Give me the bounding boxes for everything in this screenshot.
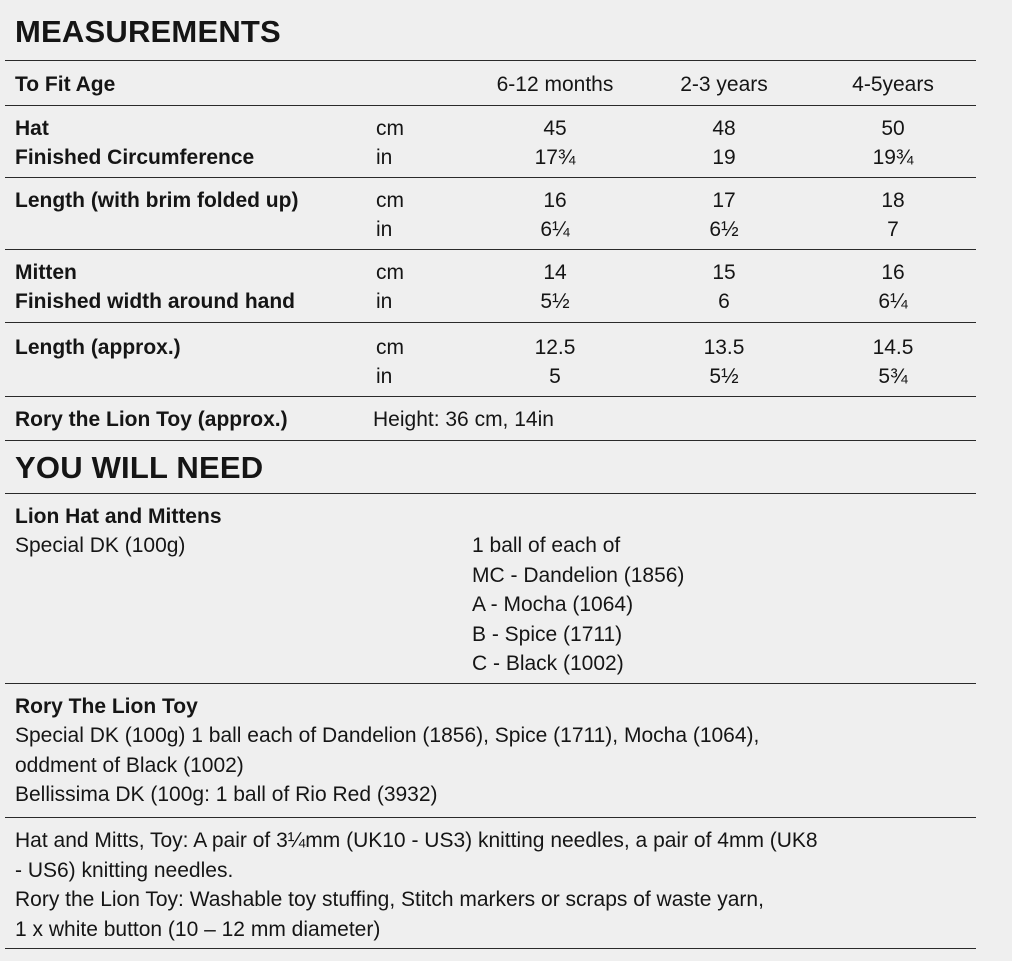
unit-label: in [376,365,393,388]
list-item: A - Mocha (1064) [472,593,634,616]
hat-mittens-yarn: Special DK (100g) [15,534,186,557]
unit-label: in [376,290,393,313]
text-line: 1 x white button (10 – 12 mm diameter) [15,917,381,941]
text-line: Special DK (100g) 1 ball each of Dandelion (1856), Spice (1711), Mocha (1064), [15,724,760,747]
value-cell: 13.5 [703,336,745,359]
text-line: oddment of Black (1002) [15,753,244,777]
value-cell: 16 [543,189,567,212]
value-cell: 6¼ [878,290,908,313]
unit-label: in [376,218,393,241]
row-label: Mitten [15,261,77,284]
value-cell: 5 [549,365,561,388]
unit-label: in [376,146,393,169]
value-cell: 6 [718,290,730,313]
needles-and-extras [15,826,818,944]
value-cell: 14.5 [872,336,914,359]
age-label: To Fit Age [15,73,116,96]
divider [5,493,976,494]
list-item: 1 ball of each of [472,534,621,557]
value-cell: 5½ [540,290,570,313]
text-line: Bellissima DK (100g: 1 ball of Rio Red (3932) [15,783,438,806]
row-label: Hat [15,117,49,140]
value-cell: 50 [881,117,905,140]
value-cell: 17¾ [534,146,576,169]
size-header: 4-5years [852,73,934,96]
divider [5,322,976,323]
hat-mittens-heading: Lion Hat and Mittens [15,505,222,528]
list-item: MC - Dandelion (1856) [472,563,685,587]
yarn-colour-list [472,531,684,679]
value-cell: 6¼ [540,218,570,241]
unit-label: cm [376,189,404,212]
value-cell: 48 [712,117,736,140]
unit-label: cm [376,261,404,284]
divider [5,60,976,61]
value-cell: 17 [712,189,736,212]
divider [5,948,976,949]
value-cell: 5½ [709,365,739,388]
toy-materials [15,721,759,810]
value-cell: 5¾ [878,365,908,388]
divider [5,396,976,397]
divider [5,817,976,818]
measurements-heading: MEASUREMENTS [15,14,281,49]
value-cell: 19¾ [872,146,914,169]
value-cell: 12.5 [534,336,576,359]
divider [5,105,976,106]
value-cell: 15 [712,261,736,284]
toy-label: Rory the Lion Toy (approx.) [15,408,288,431]
row-sublabel: Finished Circumference [15,146,255,169]
divider [5,440,976,441]
divider [5,683,976,684]
text-line: - US6) knitting needles. [15,858,234,882]
size-header: 6-12 months [496,73,614,96]
divider [5,249,976,250]
divider [5,177,976,178]
list-item: B - Spice (1711) [472,622,623,646]
list-item: C - Black (1002) [472,652,624,675]
row-label: Length (with brim folded up) [15,189,299,212]
unit-label: cm [376,117,404,140]
value-cell: 45 [543,117,567,140]
value-cell: 14 [543,261,567,284]
value-cell: 6½ [709,218,739,241]
value-cell: 18 [881,189,905,212]
text-line: Hat and Mitts, Toy: A pair of 3¼mm (UK10 - US3) knitting needles, a pair of 4mm (UK8 [15,829,818,852]
unit-label: cm [376,336,404,359]
value-cell: 7 [887,218,899,241]
row-sublabel: Finished width around hand [15,290,295,313]
row-label: Length (approx.) [15,336,181,359]
size-header: 2-3 years [680,73,768,96]
you-will-need-heading: YOU WILL NEED [15,450,264,485]
text-line: Rory the Lion Toy: Washable toy stuffing, Stitch markers or scraps of waste yarn, [15,888,764,911]
toy-height: Height: 36 cm, 14in [373,408,554,431]
value-cell: 19 [712,146,736,169]
toy-heading: Rory The Lion Toy [15,695,198,718]
value-cell: 16 [881,261,905,284]
